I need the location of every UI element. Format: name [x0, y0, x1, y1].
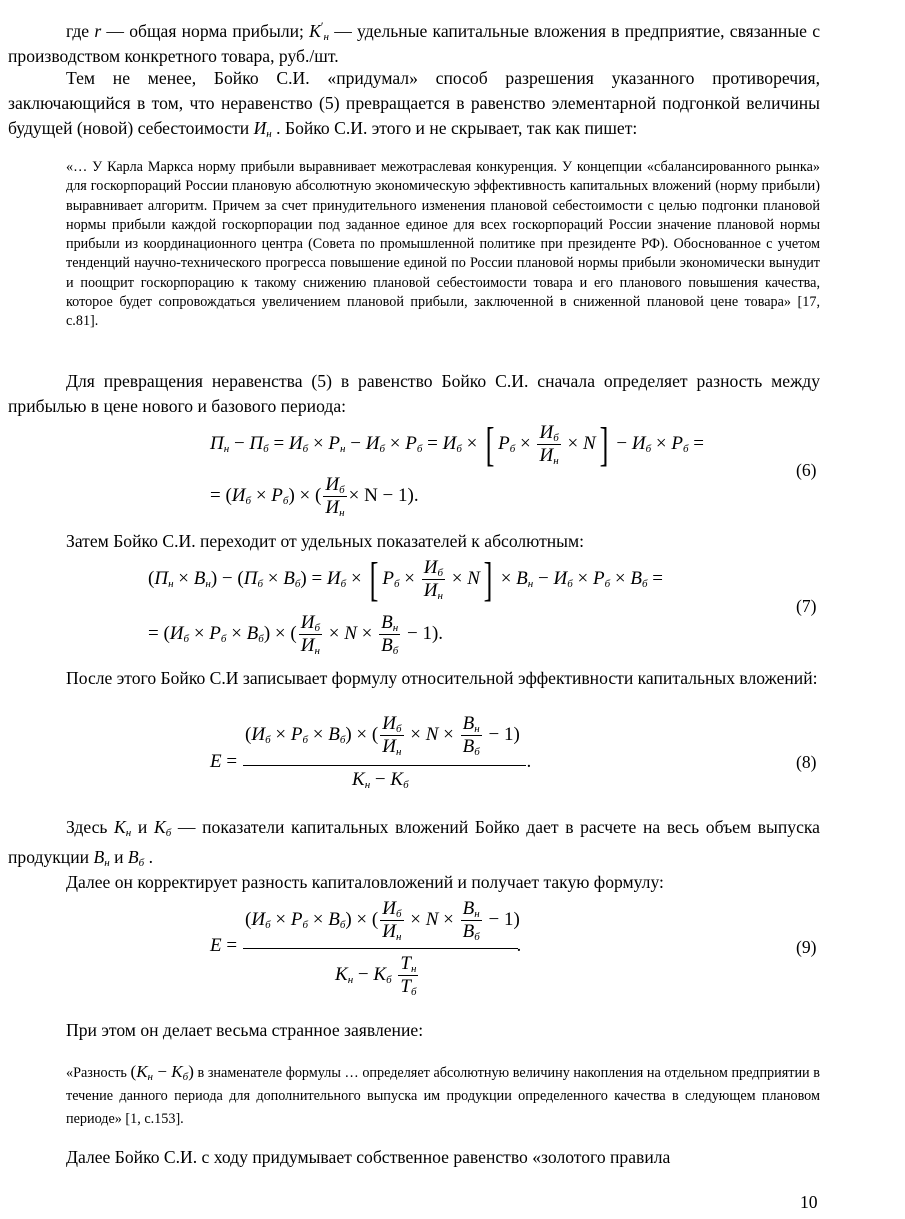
equation-7-number: (7) — [796, 596, 817, 616]
block-quote-1: «… У Карла Маркса норму прибыли выравнивает межотраслевая конкуренция. У концепции «сбалансированного рынка» для госкорпораций России плановую абсолютную экономическую эффективность капитальных вложений (норму прибыли) выравнивает алгоритм. Причем за счет принудительного изменения плановой себестоимости с целью подгонки плановой нормы прибыли каждой госкорпорации под заданное единое для всех госкорпораций России значение плановой нормы прибыли из координационного центра (Совета по промышленной политике при президенте РФ). Обоснованное с учетом тенденций научно-технического прогресса повышение единой по России плановой нормы прибыли экономически вынудит и поощрит госкорпорацию к такому снижению плановой себестоимости товара и его планового повышения качества, которое будет сопровождаться увеличением плановой прибыли, заключенной в сниженной плановой цене товара» [17, с.81]. — [66, 159, 820, 330]
equation-8-numerator: $(И_б \times Р_б \times В_б)$ × ( $\frac{И_б}{И_н}$ × N × $\frac{В_н}{В_б}$ − 1) — [245, 713, 520, 758]
equation-6-line-1: $П_н - П_б = И_б \times Р_н - И_б \times Р_б = И_б$ × [ $Р_б$ × $\frac{И_б}{И_н}$ × $N] - И_б \times Р_б$ = — [210, 417, 704, 471]
equation-8-fraction-bar — [243, 765, 526, 766]
equation-9-fraction-bar — [243, 948, 518, 949]
paragraph-3: Для превращения неравенства (5) в равенство Бойко С.И. сначала определяет разность между прибылью в цене нового и базового периода: — [8, 371, 820, 416]
paragraph-5: После этого Бойко С.И записывает формулу относительной эффективности капитальных вложений: — [66, 668, 818, 688]
equation-9-lhs: E = — [210, 935, 238, 956]
paragraph-4: Затем Бойко С.И. переходит от удельных показателей к абсолютным: — [66, 531, 585, 551]
equation-9-dot: . — [517, 935, 522, 956]
equation-8-dot: . — [527, 751, 532, 772]
equation-6-line-2: = $(И_б \times Р_б)$ × ( $\frac{И_б}{И_н}$ × N − 1). — [210, 474, 419, 519]
paragraph-9: Далее Бойко С.И. с ходу придумывает собственное равенство «золотого правила — [66, 1147, 671, 1167]
paragraph-2: Тем не менее, Бойко С.И. «придумал» способ разрешения указанного противоречия, заключающийся в том, что неравенство (5) превращается в равенство элементарной подгонкой величины будущей (новой) себестоимости $И_н$ . Бойко С.И. этого и не скрывает, так как пишет: — [8, 68, 820, 140]
paragraph-1: где r — общая норма прибыли; $K'_н$ — удельные капитальные вложения в предприятие, связанные с производством конкретного товара, руб./шт. — [8, 19, 821, 66]
paragraph-6: Здесь $K_н$ и $K_б$ — показатели капитальных вложений Бойко дает в расчете на весь объем выпуска продукции $В_н$ и $В_б$ . — [8, 817, 820, 869]
equation-8-number: (8) — [796, 752, 817, 772]
page-number: 10 — [800, 1192, 818, 1212]
equation-9-number: (9) — [796, 937, 817, 957]
equation-6-number: (6) — [796, 460, 817, 480]
equation-8-lhs: E = — [210, 751, 238, 772]
block-quote-2: «Разность $(K_н - K_б)$ в знаменателе формулы … определяет абсолютную величину накопления на отдельном предприятии в течение данного периода для дополнительного выпуска им продукции определенного качества в следующем плановом периоде» [1, с.153]. — [66, 1062, 820, 1127]
equation-7-line-2: = $(И_б \times Р_б \times В_б)$ × ( $\frac{И_б}{И_н}$ × N × $\frac{В_н}{В_б}$ − 1). — [148, 612, 444, 657]
paragraph-7: Далее он корректирует разность капиталовложений и получает такую формулу: — [66, 872, 664, 892]
equation-9-denominator: $K_н - K_б$ $\frac{T_н}{T_б}$ — [335, 953, 417, 998]
equation-8-denominator: $K_н - K_б$ — [352, 769, 409, 791]
equation-7-line-1: $(П_н \times В_н) - (П_б \times В_б) = И_б$ × [ $Р_б$ × $\frac{И_б}{И_н}$ × $N] \times В_н - И_б \times Р_б \times В_б$ = — [148, 552, 663, 606]
equation-9-numerator: $(И_б \times Р_б \times В_б)$ × ( $\frac{И_б}{И_н}$ × N × $\frac{В_н}{В_б}$ − 1) — [245, 898, 520, 943]
paragraph-8: При этом он делает весьма странное заявление: — [66, 1020, 424, 1040]
